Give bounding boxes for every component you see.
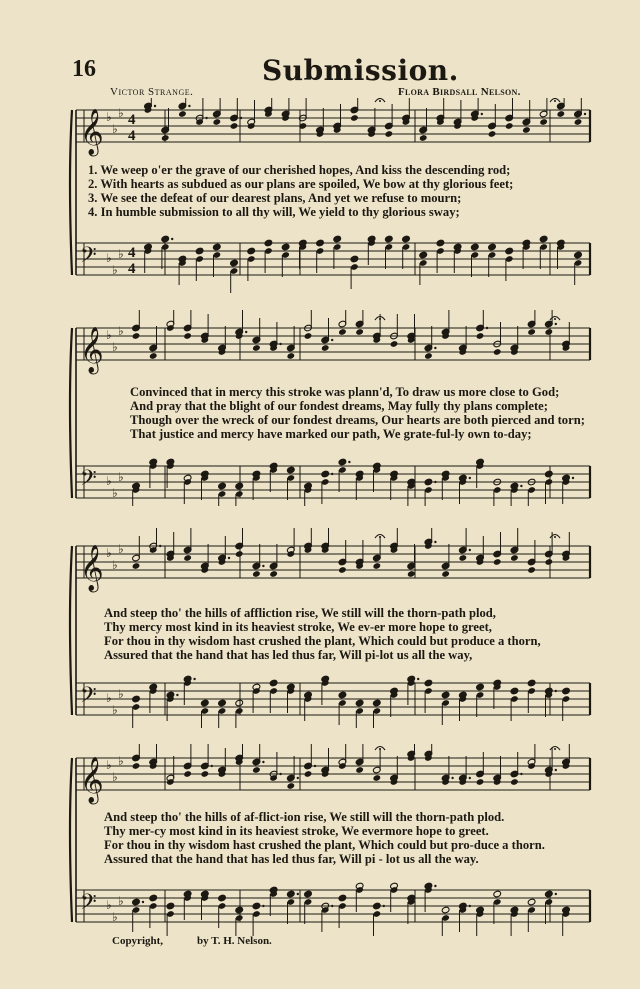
lyric-line: For thou in thy wisdom hast crushed the plant, Which could but produce a thorn, <box>104 634 541 648</box>
lyric-line: And pray that the blight of our fondest dreams, May fully thy plans complete; <box>130 399 548 413</box>
svg-text:♭: ♭ <box>106 328 112 342</box>
lyrics-system-3 <box>104 606 541 662</box>
lyric-line: Thy mer-cy most kind in its heaviest stroke, We evermore hope to greet. <box>104 824 489 838</box>
svg-text:♭: ♭ <box>112 703 118 717</box>
lyric-line: That justice and mercy have marked our path, We grate-ful-ly own to-day; <box>130 427 532 441</box>
svg-text:♭: ♭ <box>106 691 112 705</box>
svg-text:♭: ♭ <box>112 910 118 924</box>
svg-text:♭: ♭ <box>118 754 124 768</box>
treble-staff-2 <box>76 310 590 375</box>
hymn-title: Submission. <box>262 54 459 87</box>
lyric-line: And steep tho' the hills of affliction rise, We still will the thorn-path plod, <box>104 606 496 620</box>
lyric-line: For thou in thy wisdom hast crushed the plant, Which could but pro-duce a thorn. <box>104 838 545 852</box>
svg-text:𝄞: 𝄞 <box>80 757 104 803</box>
svg-text:♭: ♭ <box>118 894 124 908</box>
svg-text:♭: ♭ <box>112 770 118 784</box>
svg-text:4: 4 <box>128 128 136 144</box>
svg-text:4: 4 <box>128 112 136 128</box>
svg-text:♭: ♭ <box>106 898 112 912</box>
svg-text:♭: ♭ <box>118 106 124 120</box>
svg-text:𝄞: 𝄞 <box>80 327 104 373</box>
page-number: 16 <box>72 56 96 82</box>
lyric-line: Assured that the hand that has led thus far, Will pi-lot us all the way, <box>104 648 473 662</box>
svg-text:𝄢: 𝄢 <box>80 243 97 273</box>
svg-text:♭: ♭ <box>112 263 118 277</box>
svg-text:♭: ♭ <box>112 340 118 354</box>
svg-text:𝄢: 𝄢 <box>80 683 97 713</box>
svg-text:♭: ♭ <box>112 558 118 572</box>
lyric-line: Thy mercy most kind in its heaviest stroke, We ev-er more hope to greet, <box>104 620 492 634</box>
lyrics-system-4 <box>104 810 545 866</box>
svg-text:♭: ♭ <box>112 122 118 136</box>
lyric-line: 2. With hearts as subdued as our plans are spoiled, We bow at thy glorious feet; <box>88 177 514 191</box>
lyrics-system-1 <box>88 163 513 219</box>
bass-staff-3 <box>76 675 590 728</box>
lyric-line: Though over the wreck of our fondest dreams, Our hearts are both pierced and torn; <box>130 413 585 427</box>
lyricist-credit: Flora Birdsall Nelson. <box>398 86 521 98</box>
copyright-owner: by T. H. Nelson. <box>197 935 272 947</box>
svg-text:𝄢: 𝄢 <box>80 890 97 920</box>
bass-staff-1 <box>76 235 590 293</box>
svg-text:𝄞: 𝄞 <box>80 109 104 155</box>
svg-text:♭: ♭ <box>118 687 124 701</box>
svg-text:♭: ♭ <box>112 486 118 500</box>
svg-text:𝄞: 𝄞 <box>80 545 104 591</box>
bass-staff-2 <box>76 458 590 506</box>
svg-text:♭: ♭ <box>106 474 112 488</box>
lyric-line: And steep tho' the hills of af-flict-ion rise, We still will the thorn-path plod. <box>104 810 505 824</box>
svg-text:𝄢: 𝄢 <box>80 466 97 496</box>
lyric-line: 3. We see the defeat of our dearest plans, And yet we refuse to mourn; <box>88 191 462 205</box>
lyric-line: 1. We weep o'er the grave of our cherished hopes, And kiss the descending rod; <box>88 163 511 177</box>
svg-text:4: 4 <box>128 245 136 261</box>
svg-text:♭: ♭ <box>118 247 124 261</box>
svg-text:♭: ♭ <box>118 324 124 338</box>
svg-text:♭: ♭ <box>106 758 112 772</box>
svg-text:♭: ♭ <box>118 542 124 556</box>
treble-staff-4 <box>76 744 590 805</box>
lyric-line: Assured that the hand that has led thus far, Will pi - lot us all the way. <box>104 852 479 866</box>
svg-text:♭: ♭ <box>106 251 112 265</box>
lyric-line: Convinced that in mercy this stroke was plann'd, To draw us more close to God; <box>130 385 560 399</box>
copyright-notice <box>112 935 272 947</box>
lyric-line: 4. In humble submission to all thy will, We yield to thy glorious sway; <box>88 205 460 219</box>
svg-text:♭: ♭ <box>118 470 124 484</box>
treble-staff-3 <box>76 528 590 593</box>
copyright-label: Copyright, <box>112 935 164 947</box>
svg-text:4: 4 <box>128 261 136 277</box>
bass-staff-4 <box>76 882 590 936</box>
svg-text:♭: ♭ <box>106 546 112 560</box>
treble-staff-1 <box>76 98 590 157</box>
lyrics-system-2 <box>130 385 585 441</box>
svg-text:♭: ♭ <box>106 110 112 124</box>
composer-credit: Victor Strange. <box>110 86 194 98</box>
